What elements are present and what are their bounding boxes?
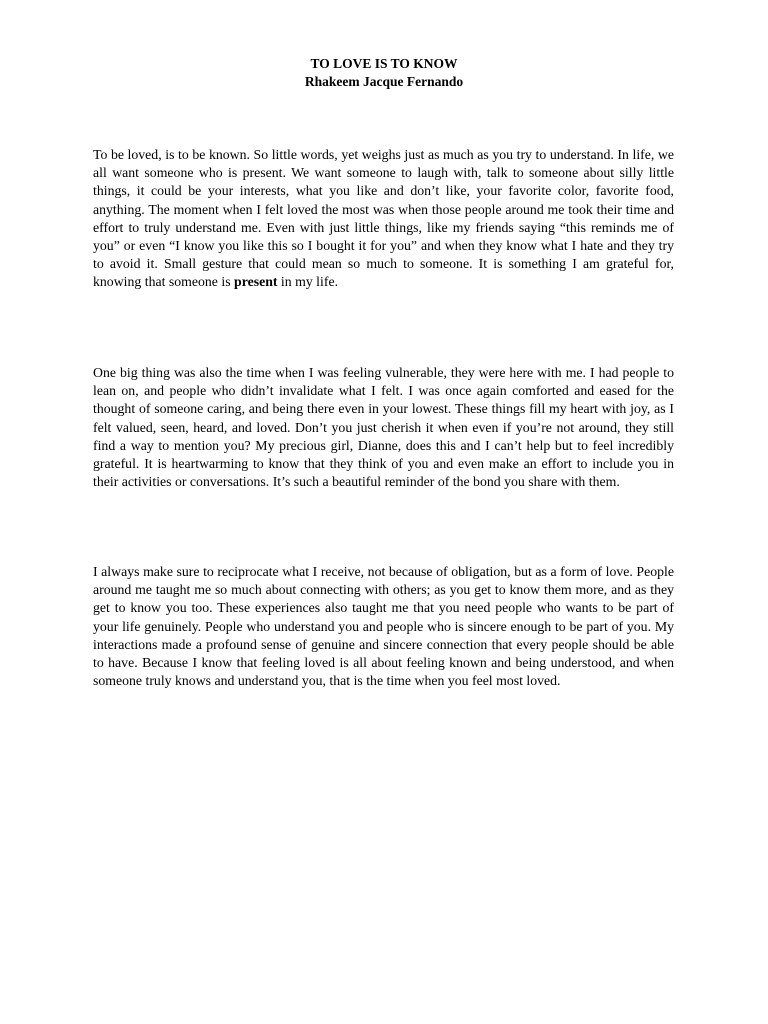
- document-header: [0, 55, 768, 91]
- paragraph-3: I always make sure to reciprocate what I receive, not because of obligation, but as a form of love. People around me taught me so much about connecting with others; as you get to know them more, and as they get to know you too. These experiences also taught me that you need people who wants to be part of your life genuinely. People who understand you and people who is sincere enough to be part of you. My interactions made a profound sense of genuine and sincere connection that every people should be able to have. Because I know that feeling loved is all about feeling known and being understood, and when someone truly knows and understand you, that is the time when you feel most loved.: [93, 564, 674, 689]
- paragraph-1-bold-word: present: [234, 274, 278, 290]
- paragraph-1-end: in my life.: [277, 274, 339, 290]
- paragraph-2: One big thing was also the time when I was feeling vulnerable, they were here with me. I had people to lean on, and people who didn’t invalidate what I felt. I was once again comforted and eased for the thought of someone caring, and being there even in your lowest. These things fill my heart with joy, as I felt valued, seen, heard, and loved. Don’t you just cherish it when even if you’re not around, they still find a way to mention you? My precious girl, Dianne, does this and I can’t help but to feel incredibly grateful. It is heartwarming to know that they think of you and even make an effort to include you in their activities or conversations. It’s such a beautiful reminder of the bond you share with them.: [93, 365, 674, 490]
- document-author: Rhakeem Jacque Fernando: [304, 74, 464, 89]
- document-title: TO LOVE IS TO KNOW: [310, 56, 458, 71]
- paragraph-1: [93, 146, 674, 292]
- paragraph-1-text: To be loved, is to be known. So little words, yet weighs just as much as you try to understand. In life, we all want someone who is present. We want someone to laugh with, talk to someone about silly little things, it could be your interests, what you like and don’t like, your favorite color, favorite food, anything. The moment when I felt loved the most was when those people around me took their time and effort to truly understand me. Even with just little things, like my friends saying “this reminds me of you” or even “I know you like this so I bought it for you” and when they know what I hate and they try to avoid it. Small gesture that could mean so much to someone. It is something I am grateful for, knowing that someone is: [93, 147, 674, 290]
